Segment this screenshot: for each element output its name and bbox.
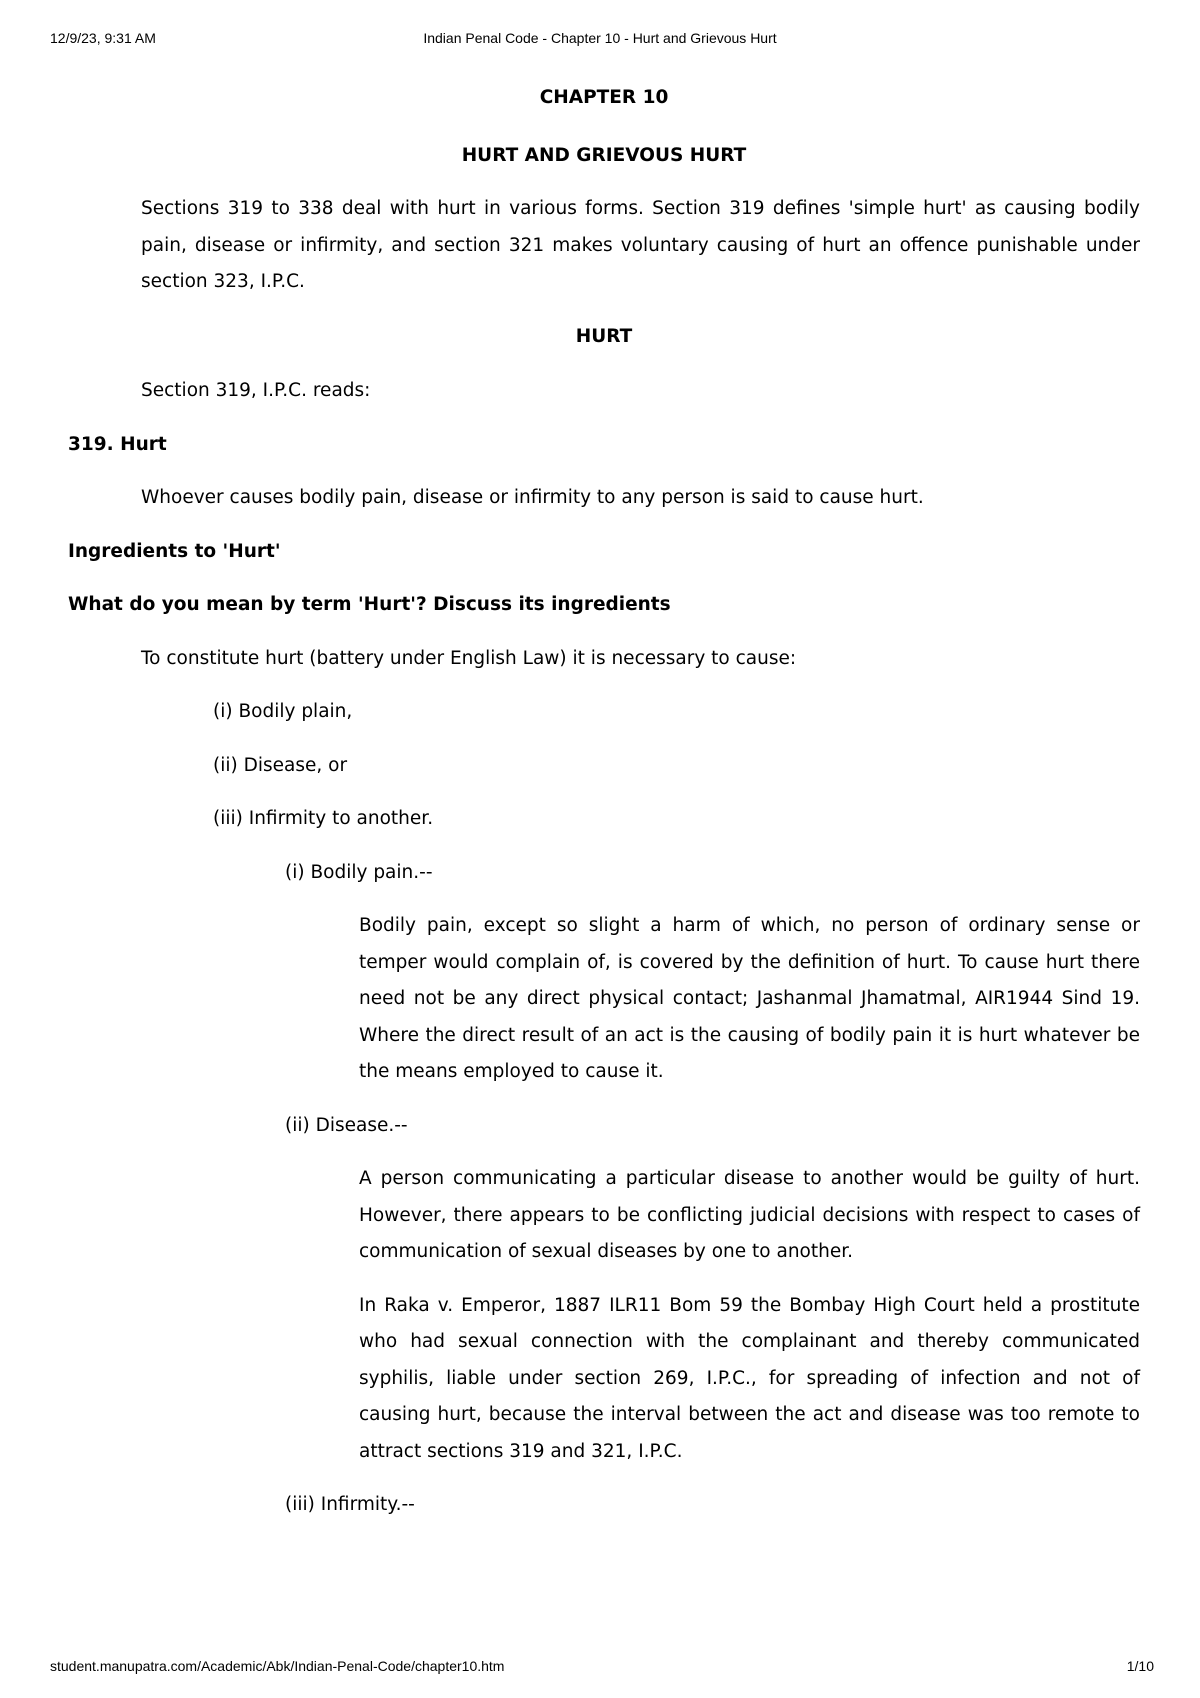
list-item-disease: (ii) Disease, or [213, 754, 348, 776]
document-body [68, 80, 1140, 1541]
chapter-title: HURT AND GRIEVOUS HURT [461, 144, 747, 166]
print-footer [0, 1658, 1200, 1678]
section-heading: 319. Hurt [68, 433, 167, 455]
print-page-title: Indian Penal Code - Chapter 10 - Hurt and Grievous Hurt [423, 30, 777, 46]
print-url: student.manupatra.com/Academic/Abk/Indian-Penal-Code/chapter10.htm [50, 1658, 505, 1674]
list-item-infirmity: (iii) Infirmity to another. [213, 808, 434, 829]
chapter-number: CHAPTER 10 [539, 87, 669, 108]
disease-paragraph-1: A person communicating a particular disease to another would be guilty of hurt. However, there appears to be conflicting judicial decisions with respect to cases of communication of sexual diseases by one to another. [359, 1168, 1140, 1262]
disease-heading: (ii) Disease.-- [285, 1114, 408, 1136]
print-header [0, 30, 1200, 50]
question-heading: What do you mean by term 'Hurt'? Discuss its ingredients [68, 594, 671, 615]
infirmity-heading: (iii) Infirmity.-- [285, 1494, 415, 1515]
hurt-heading: HURT [575, 325, 633, 347]
bodily-pain-paragraph: Bodily pain, except so slight a harm of which, no person of ordinary sense or temper would complain of, is covered by the definition of hurt. To cause hurt there need not be any direct physical contact; Jashanmal Jhamatmal, AIR1944 Sind 19. Where the direct result of an act is the causing of bodily pain it is hurt whatever be the means employed to cause it. [359, 915, 1140, 1082]
intro-paragraph: Sections 319 to 338 deal with hurt in various forms. Section 319 defines 'simple hurt' as causing bodily pain, disease or infirmity, and section 321 makes voluntary causing of hurt an offence punishable under section 323, I.P.C. [141, 198, 1140, 292]
constitute-text: To constitute hurt (battery under English Law) it is necessary to cause: [141, 647, 797, 669]
section-reads-text: Section 319, I.P.C. reads: [141, 380, 371, 401]
disease-paragraph-2: In Raka v. Emperor, 1887 ILR11 Bom 59 the Bombay High Court held a prostitute who had sexual connection with the complainant and thereby communicated syphilis, liable under section 269, I.P.C., for spreading of infection and not of causing hurt, because the interval between the act and disease was too remote to attract sections 319 and 321, I.P.C. [359, 1294, 1140, 1462]
print-datetime: 12/9/23, 9:31 AM [50, 30, 156, 46]
section-text: Whoever causes bodily pain, disease or infirmity to any person is said to cause hurt. [141, 487, 924, 508]
ingredients-heading: Ingredients to 'Hurt' [68, 540, 281, 562]
list-item-bodily-plain: (i) Bodily plain, [213, 701, 353, 722]
bodily-pain-heading: (i) Bodily pain.-- [285, 861, 433, 883]
page-number: 1/10 [1126, 1658, 1154, 1674]
